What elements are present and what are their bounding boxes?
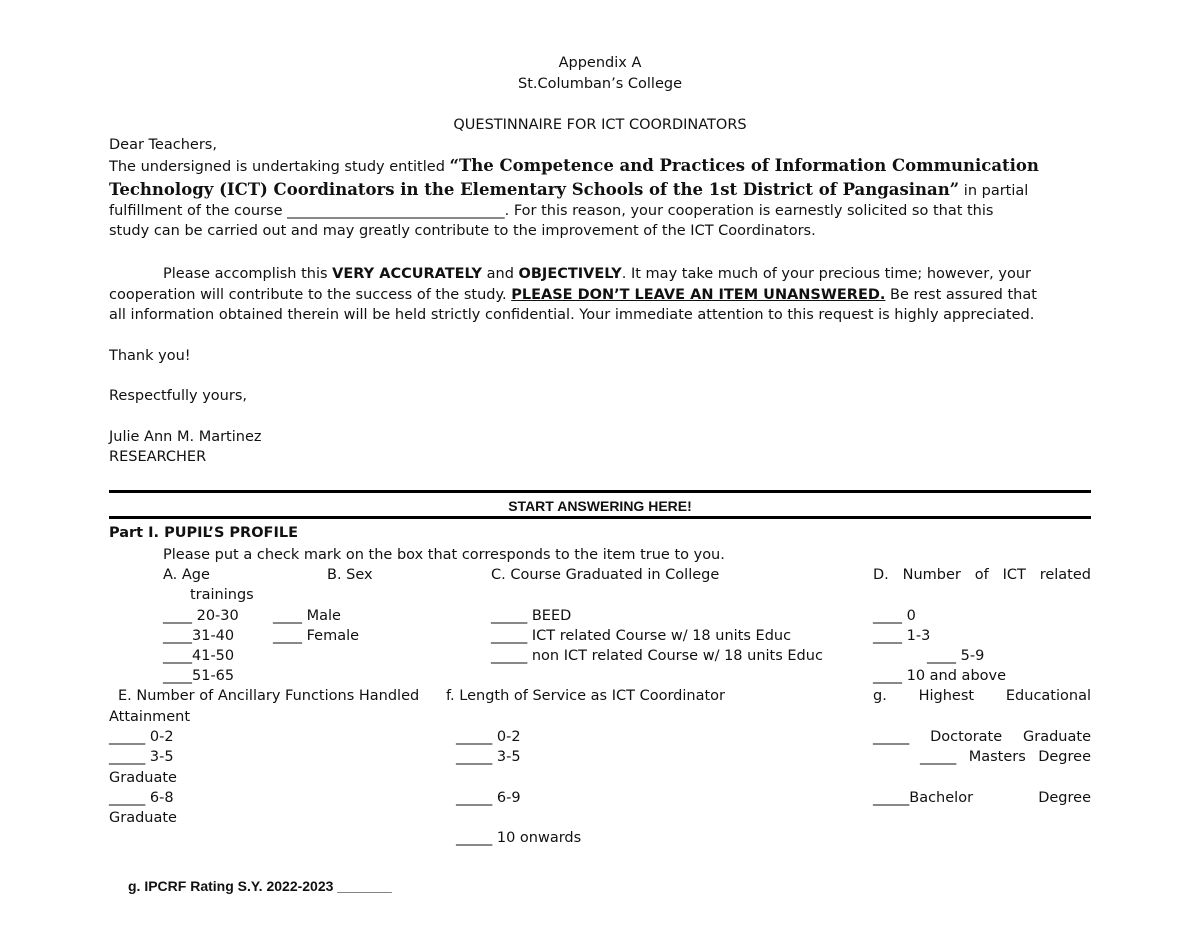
section-g-label: g. Highest Educational: [873, 688, 1091, 704]
service-option: _____ 0-2: [456, 729, 521, 745]
section-d-label-wrap: trainings: [190, 587, 254, 603]
study-title-cont: Technology (ICT) Coordinators in the Elementary Schools of the 1st District of Pangasinan”: [109, 180, 960, 199]
instr-emph-accurately: VERY ACCURATELY: [332, 266, 483, 282]
section-a-label: A. Age: [163, 567, 210, 583]
intro-line-4: study can be carried out and may greatly contribute to the improvement of the ICT Coordinators.: [109, 223, 816, 239]
age-option: ____ 20-30: [163, 608, 239, 624]
salutation: Dear Teachers,: [109, 137, 217, 153]
instr-emph-unanswered: PLEASE DON’T LEAVE AN ITEM UNANSWERED.: [511, 287, 886, 303]
service-option: _____ 6-9: [456, 790, 521, 806]
appendix-label: Appendix A: [558, 55, 642, 71]
trainings-option: ____ 0: [873, 608, 916, 624]
education-option: _____ Masters Degree: [920, 749, 1091, 765]
thanks: Thank you!: [109, 348, 191, 364]
instr-text-e: . It may take much of your precious time; however, your: [621, 266, 1031, 282]
service-option: _____ 10 onwards: [456, 830, 582, 846]
instruction-line-2: [109, 285, 1037, 305]
instr-text-a: Please accomplish this: [163, 266, 333, 282]
instruction-line-3: all information obtained therein will be held strictly confidential. Your immediate attention to this request is highly appreciated.: [109, 307, 1035, 323]
course-option: _____ ICT related Course w/ 18 units Educ: [491, 628, 792, 644]
age-option: ____51-65: [163, 668, 235, 684]
course-option: _____ BEED: [491, 608, 572, 624]
education-option-wrap: Graduate: [109, 770, 177, 786]
part1-instruction: Please put a check mark on the box that corresponds to the item true to you.: [163, 547, 725, 563]
section-d-label: D. Number of ICT related: [873, 567, 1091, 583]
section-b-label: B. Sex: [327, 567, 373, 583]
section-c-label: C. Course Graduated in College: [491, 567, 720, 583]
intro-text-cont: in partial: [959, 183, 1029, 199]
course-option: _____ non ICT related Course w/ 18 units Educ: [491, 648, 823, 664]
closing: Respectfully yours,: [109, 388, 247, 404]
trainings-option: ____ 1-3: [873, 628, 931, 644]
intro-text: The undersigned is undertaking study entitled: [109, 159, 450, 175]
form-title: QUESTINNAIRE FOR ICT COORDINATORS: [453, 117, 747, 133]
section-g-label-wrap: Attainment: [109, 709, 191, 725]
education-option-wrap: Graduate: [109, 810, 177, 826]
section-e-label: E. Number of Ancillary Functions Handled: [118, 688, 420, 704]
instr-text-2a: cooperation will contribute to the success of the study.: [109, 287, 512, 303]
intro-line-3: fulfillment of the course ______________________________. For this reason, your cooperation is earnestly solicited so that this: [109, 203, 994, 219]
age-option: ____41-50: [163, 648, 235, 664]
instr-text-c: and: [482, 266, 519, 282]
education-option: _____ Doctorate Graduate: [873, 729, 1091, 745]
section-f-label: f. Length of Service as ICT Coordinator: [446, 688, 725, 704]
start-answering-banner: START ANSWERING HERE!: [508, 498, 692, 514]
service-option: _____ 3-5: [456, 749, 521, 765]
age-option: ____31-40: [163, 628, 235, 644]
ancillary-option: _____ 3-5: [109, 749, 174, 765]
banner-top-rule: [109, 490, 1091, 493]
education-option: _____Bachelor Degree: [873, 790, 1091, 806]
instr-emph-objectively: OBJECTIVELY: [518, 266, 622, 282]
sex-option: ____ Male: [273, 608, 341, 624]
ancillary-option: _____ 0-2: [109, 729, 174, 745]
trainings-option: ____ 5-9: [927, 648, 985, 664]
trainings-option: ____ 10 and above: [873, 668, 1007, 684]
instruction-line-1: [163, 264, 1031, 284]
ancillary-option: _____ 6-8: [109, 790, 174, 806]
study-title: “The Competence and Practices of Information Communication: [449, 156, 1039, 175]
college-name: St.Columban’s College: [518, 76, 682, 92]
researcher-role: RESEARCHER: [109, 449, 207, 465]
part1-title: Part I. PUPIL’S PROFILE: [109, 525, 298, 541]
intro-line-1: [109, 156, 1039, 177]
sex-option: ____ Female: [273, 628, 360, 644]
banner-bottom-rule: [109, 516, 1091, 519]
ipcrf-rating-field: g. IPCRF Rating S.Y. 2022-2023 _______: [128, 878, 392, 894]
researcher-name: Julie Ann M. Martinez: [109, 429, 262, 445]
instr-text-2c: Be rest assured that: [885, 287, 1037, 303]
intro-line-2: [109, 180, 1028, 201]
